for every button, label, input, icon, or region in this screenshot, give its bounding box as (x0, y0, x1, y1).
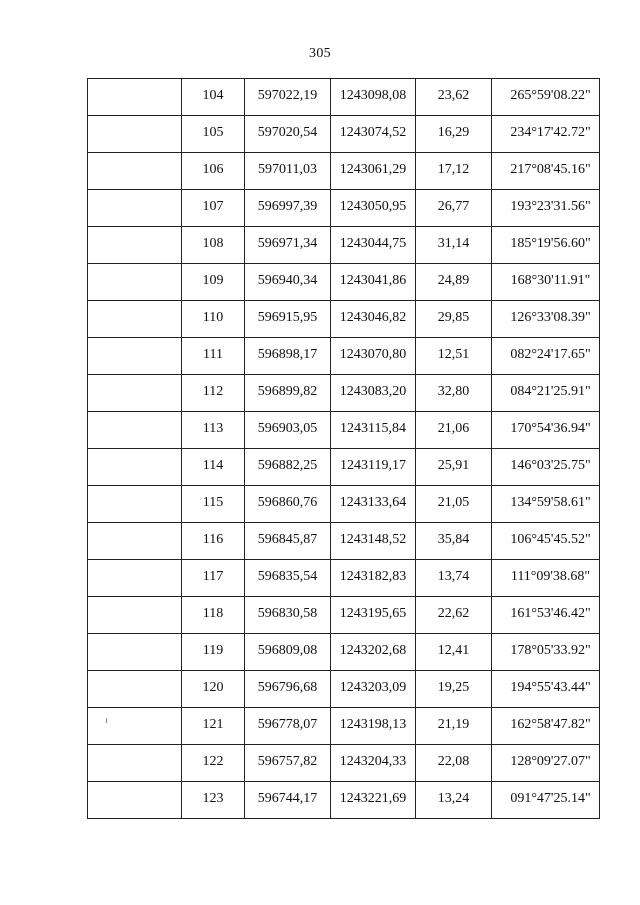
point-number-value: 108 (202, 236, 224, 251)
y-coordinate-cell (331, 597, 416, 634)
direction-angle-value: 162°58'47.82" (510, 717, 591, 732)
direction-angle-cell (492, 412, 600, 449)
y-coordinate-value: 1243044,75 (339, 236, 407, 251)
y-coordinate-cell (331, 227, 416, 264)
table-row (88, 116, 600, 153)
point-number-cell (182, 338, 245, 375)
point-number-cell (182, 634, 245, 671)
segment-length-value: 35,84 (437, 532, 470, 547)
segment-length-cell (416, 523, 492, 560)
direction-angle-cell (492, 782, 600, 819)
point-number-value: 119 (202, 643, 224, 658)
direction-angle-cell (492, 708, 600, 745)
y-coordinate-cell (331, 560, 416, 597)
scan-mark (106, 718, 107, 723)
point-number-cell (182, 782, 245, 819)
x-coordinate-cell (245, 153, 331, 190)
y-coordinate-value: 1243074,52 (339, 125, 407, 140)
direction-angle-cell (492, 486, 600, 523)
point-number-value: 114 (202, 458, 224, 473)
direction-angle-value: 265°59'08.22" (510, 88, 591, 103)
table-row (88, 227, 600, 264)
table-row (88, 79, 600, 116)
point-number-cell (182, 190, 245, 227)
table-row (88, 301, 600, 338)
table-row (88, 449, 600, 486)
table-row (88, 708, 600, 745)
x-coordinate-cell (245, 597, 331, 634)
empty-cell (88, 449, 182, 486)
x-coordinate-value: 596899,82 (257, 384, 318, 399)
x-coordinate-value: 596915,95 (257, 310, 318, 325)
x-coordinate-cell (245, 782, 331, 819)
y-coordinate-cell (331, 338, 416, 375)
segment-length-value: 17,12 (437, 162, 470, 177)
x-coordinate-cell (245, 486, 331, 523)
direction-angle-value: 126°33'08.39" (510, 310, 591, 325)
empty-cell (88, 264, 182, 301)
segment-length-value: 22,62 (437, 606, 470, 621)
direction-angle-value: 084°21'25.91" (510, 384, 591, 399)
point-number-value: 113 (202, 421, 224, 436)
direction-angle-value: 146°03'25.75" (510, 458, 591, 473)
y-coordinate-cell (331, 782, 416, 819)
y-coordinate-cell (331, 671, 416, 708)
empty-cell (88, 486, 182, 523)
point-number-cell (182, 449, 245, 486)
empty-cell (88, 671, 182, 708)
segment-length-cell (416, 597, 492, 634)
direction-angle-cell (492, 338, 600, 375)
x-coordinate-value: 596940,34 (257, 273, 318, 288)
y-coordinate-cell (331, 486, 416, 523)
y-coordinate-value: 1243195,65 (339, 606, 407, 621)
direction-angle-value: 091°47'25.14" (510, 791, 591, 806)
direction-angle-value: 111°09'38.68" (510, 569, 591, 584)
x-coordinate-cell (245, 671, 331, 708)
segment-length-value: 12,51 (437, 347, 470, 362)
x-coordinate-cell (245, 708, 331, 745)
y-coordinate-value: 1243182,83 (339, 569, 407, 584)
point-number-value: 112 (202, 384, 224, 399)
x-coordinate-value: 597011,03 (258, 162, 317, 177)
y-coordinate-value: 1243198,13 (339, 717, 407, 732)
x-coordinate-cell (245, 79, 331, 116)
table-row (88, 745, 600, 782)
x-coordinate-cell (245, 449, 331, 486)
segment-length-cell (416, 264, 492, 301)
direction-angle-cell (492, 190, 600, 227)
empty-cell (88, 745, 182, 782)
segment-length-value: 16,29 (437, 125, 470, 140)
x-coordinate-value: 596778,07 (257, 717, 318, 732)
empty-cell (88, 375, 182, 412)
table-row (88, 560, 600, 597)
empty-cell (88, 116, 182, 153)
y-coordinate-value: 1243221,69 (339, 791, 407, 806)
y-coordinate-value: 1243050,95 (339, 199, 407, 214)
direction-angle-cell (492, 671, 600, 708)
y-coordinate-cell (331, 412, 416, 449)
x-coordinate-cell (245, 301, 331, 338)
point-number-cell (182, 486, 245, 523)
x-coordinate-value: 596830,58 (257, 606, 318, 621)
segment-length-value: 19,25 (437, 680, 470, 695)
segment-length-value: 24,89 (437, 273, 470, 288)
table-row (88, 338, 600, 375)
x-coordinate-cell (245, 745, 331, 782)
direction-angle-cell (492, 634, 600, 671)
segment-length-cell (416, 338, 492, 375)
segment-length-value: 22,08 (437, 754, 470, 769)
segment-length-value: 25,91 (437, 458, 470, 473)
segment-length-cell (416, 116, 492, 153)
point-number-value: 106 (202, 162, 224, 177)
direction-angle-cell (492, 560, 600, 597)
segment-length-cell (416, 671, 492, 708)
x-coordinate-value: 596757,82 (257, 754, 318, 769)
point-number-value: 115 (202, 495, 224, 510)
direction-angle-value: 168°30'11.91" (510, 273, 591, 288)
segment-length-cell (416, 190, 492, 227)
segment-length-value: 26,77 (437, 199, 470, 214)
segment-length-value: 21,19 (437, 717, 470, 732)
point-number-value: 111 (203, 347, 223, 362)
x-coordinate-cell (245, 412, 331, 449)
segment-length-value: 21,05 (437, 495, 470, 510)
segment-length-cell (416, 301, 492, 338)
direction-angle-value: 217°08'45.16" (510, 162, 591, 177)
table-row (88, 153, 600, 190)
x-coordinate-value: 597022,19 (257, 88, 318, 103)
y-coordinate-cell (331, 449, 416, 486)
direction-angle-cell (492, 153, 600, 190)
direction-angle-cell (492, 449, 600, 486)
direction-angle-cell (492, 523, 600, 560)
segment-length-value: 13,74 (437, 569, 470, 584)
direction-angle-cell (492, 745, 600, 782)
point-number-cell (182, 116, 245, 153)
point-number-cell (182, 523, 245, 560)
table-row (88, 190, 600, 227)
segment-length-cell (416, 782, 492, 819)
point-number-value: 116 (202, 532, 224, 547)
point-number-cell (182, 671, 245, 708)
x-coordinate-value: 596796,68 (257, 680, 318, 695)
y-coordinate-value: 1243041,86 (339, 273, 407, 288)
y-coordinate-cell (331, 153, 416, 190)
point-number-value: 118 (202, 606, 224, 621)
table-row (88, 486, 600, 523)
x-coordinate-value: 597020,54 (257, 125, 318, 140)
table-row (88, 671, 600, 708)
y-coordinate-cell (331, 116, 416, 153)
table-row (88, 264, 600, 301)
y-coordinate-cell (331, 190, 416, 227)
x-coordinate-cell (245, 560, 331, 597)
direction-angle-cell (492, 301, 600, 338)
y-coordinate-value: 1243133,64 (339, 495, 407, 510)
table-row (88, 634, 600, 671)
segment-length-cell (416, 79, 492, 116)
page-number: 305 (309, 46, 331, 61)
empty-cell (88, 634, 182, 671)
point-number-value: 122 (202, 754, 224, 769)
direction-angle-cell (492, 227, 600, 264)
x-coordinate-cell (245, 227, 331, 264)
point-number-cell (182, 301, 245, 338)
y-coordinate-value: 1243203,09 (339, 680, 407, 695)
y-coordinate-value: 1243061,29 (339, 162, 407, 177)
x-coordinate-cell (245, 190, 331, 227)
direction-angle-cell (492, 375, 600, 412)
table-row (88, 782, 600, 819)
segment-length-cell (416, 375, 492, 412)
empty-cell (88, 227, 182, 264)
y-coordinate-value: 1243070,80 (339, 347, 407, 362)
direction-angle-value: 161°53'46.42" (510, 606, 591, 621)
y-coordinate-value: 1243148,52 (339, 532, 407, 547)
x-coordinate-value: 596997,39 (257, 199, 318, 214)
direction-angle-value: 134°59'58.61" (510, 495, 591, 510)
y-coordinate-value: 1243202,68 (339, 643, 407, 658)
empty-cell (88, 153, 182, 190)
point-number-cell (182, 227, 245, 264)
direction-angle-cell (492, 264, 600, 301)
y-coordinate-cell (331, 79, 416, 116)
point-number-value: 117 (202, 569, 224, 584)
empty-cell (88, 190, 182, 227)
point-number-value: 107 (202, 199, 224, 214)
y-coordinate-cell (331, 301, 416, 338)
x-coordinate-cell (245, 264, 331, 301)
segment-length-cell (416, 227, 492, 264)
direction-angle-value: 185°19'56.60" (510, 236, 591, 251)
table-row (88, 375, 600, 412)
point-number-cell (182, 153, 245, 190)
y-coordinate-cell (331, 745, 416, 782)
y-coordinate-value: 1243119,17 (340, 458, 406, 473)
point-number-value: 121 (202, 717, 224, 732)
empty-cell (88, 782, 182, 819)
segment-length-cell (416, 634, 492, 671)
segment-length-cell (416, 560, 492, 597)
y-coordinate-cell (331, 634, 416, 671)
point-number-value: 110 (202, 310, 224, 325)
point-number-value: 120 (202, 680, 224, 695)
point-number-value: 109 (202, 273, 224, 288)
x-coordinate-value: 596744,17 (257, 791, 318, 806)
y-coordinate-value: 1243046,82 (339, 310, 407, 325)
x-coordinate-value: 596971,34 (257, 236, 318, 251)
y-coordinate-cell (331, 264, 416, 301)
direction-angle-value: 234°17'42.72" (510, 125, 591, 140)
segment-length-value: 13,24 (437, 791, 470, 806)
x-coordinate-value: 596809,08 (257, 643, 318, 658)
segment-length-cell (416, 412, 492, 449)
empty-cell (88, 523, 182, 560)
point-number-value: 123 (202, 791, 224, 806)
y-coordinate-cell (331, 523, 416, 560)
segment-length-cell (416, 153, 492, 190)
x-coordinate-cell (245, 338, 331, 375)
point-number-cell (182, 79, 245, 116)
point-number-cell (182, 708, 245, 745)
x-coordinate-value: 596845,87 (257, 532, 318, 547)
direction-angle-cell (492, 597, 600, 634)
y-coordinate-cell (331, 375, 416, 412)
y-coordinate-cell (331, 708, 416, 745)
segment-length-value: 21,06 (437, 421, 470, 436)
x-coordinate-cell (245, 116, 331, 153)
point-number-value: 104 (202, 88, 224, 103)
coordinates-table-body (88, 79, 600, 819)
x-coordinate-value: 596898,17 (257, 347, 318, 362)
coordinates-table (87, 78, 600, 819)
x-coordinate-cell (245, 634, 331, 671)
direction-angle-value: 194°55'43.44" (510, 680, 591, 695)
empty-cell (88, 338, 182, 375)
segment-length-cell (416, 449, 492, 486)
y-coordinate-value: 1243204,33 (339, 754, 407, 769)
segment-length-cell (416, 745, 492, 782)
table-row (88, 597, 600, 634)
point-number-value: 105 (202, 125, 224, 140)
point-number-cell (182, 412, 245, 449)
x-coordinate-value: 596835,54 (257, 569, 318, 584)
point-number-cell (182, 560, 245, 597)
table-row (88, 523, 600, 560)
y-coordinate-value: 1243098,08 (339, 88, 407, 103)
segment-length-value: 12,41 (437, 643, 470, 658)
y-coordinate-value: 1243083,20 (339, 384, 407, 399)
x-coordinate-value: 596903,05 (257, 421, 318, 436)
empty-cell (88, 301, 182, 338)
point-number-cell (182, 264, 245, 301)
direction-angle-value: 082°24'17.65" (510, 347, 591, 362)
segment-length-value: 23,62 (437, 88, 470, 103)
segment-length-value: 31,14 (437, 236, 470, 251)
point-number-cell (182, 597, 245, 634)
empty-cell (88, 412, 182, 449)
empty-cell (88, 560, 182, 597)
y-coordinate-value: 1243115,84 (340, 421, 406, 436)
empty-cell (88, 79, 182, 116)
direction-angle-cell (492, 79, 600, 116)
segment-length-value: 29,85 (437, 310, 470, 325)
x-coordinate-cell (245, 523, 331, 560)
point-number-cell (182, 745, 245, 782)
direction-angle-cell (492, 116, 600, 153)
direction-angle-value: 170°54'36.94" (510, 421, 591, 436)
segment-length-cell (416, 708, 492, 745)
point-number-cell (182, 375, 245, 412)
table-row (88, 412, 600, 449)
x-coordinate-value: 596882,25 (257, 458, 318, 473)
segment-length-value: 32,80 (437, 384, 470, 399)
empty-cell (88, 708, 182, 745)
direction-angle-value: 128°09'27.07" (510, 754, 591, 769)
empty-cell (88, 597, 182, 634)
direction-angle-value: 193°23'31.56" (510, 199, 591, 214)
x-coordinate-value: 596860,76 (257, 495, 318, 510)
x-coordinate-cell (245, 375, 331, 412)
direction-angle-value: 106°45'45.52" (510, 532, 591, 547)
segment-length-cell (416, 486, 492, 523)
direction-angle-value: 178°05'33.92" (510, 643, 591, 658)
